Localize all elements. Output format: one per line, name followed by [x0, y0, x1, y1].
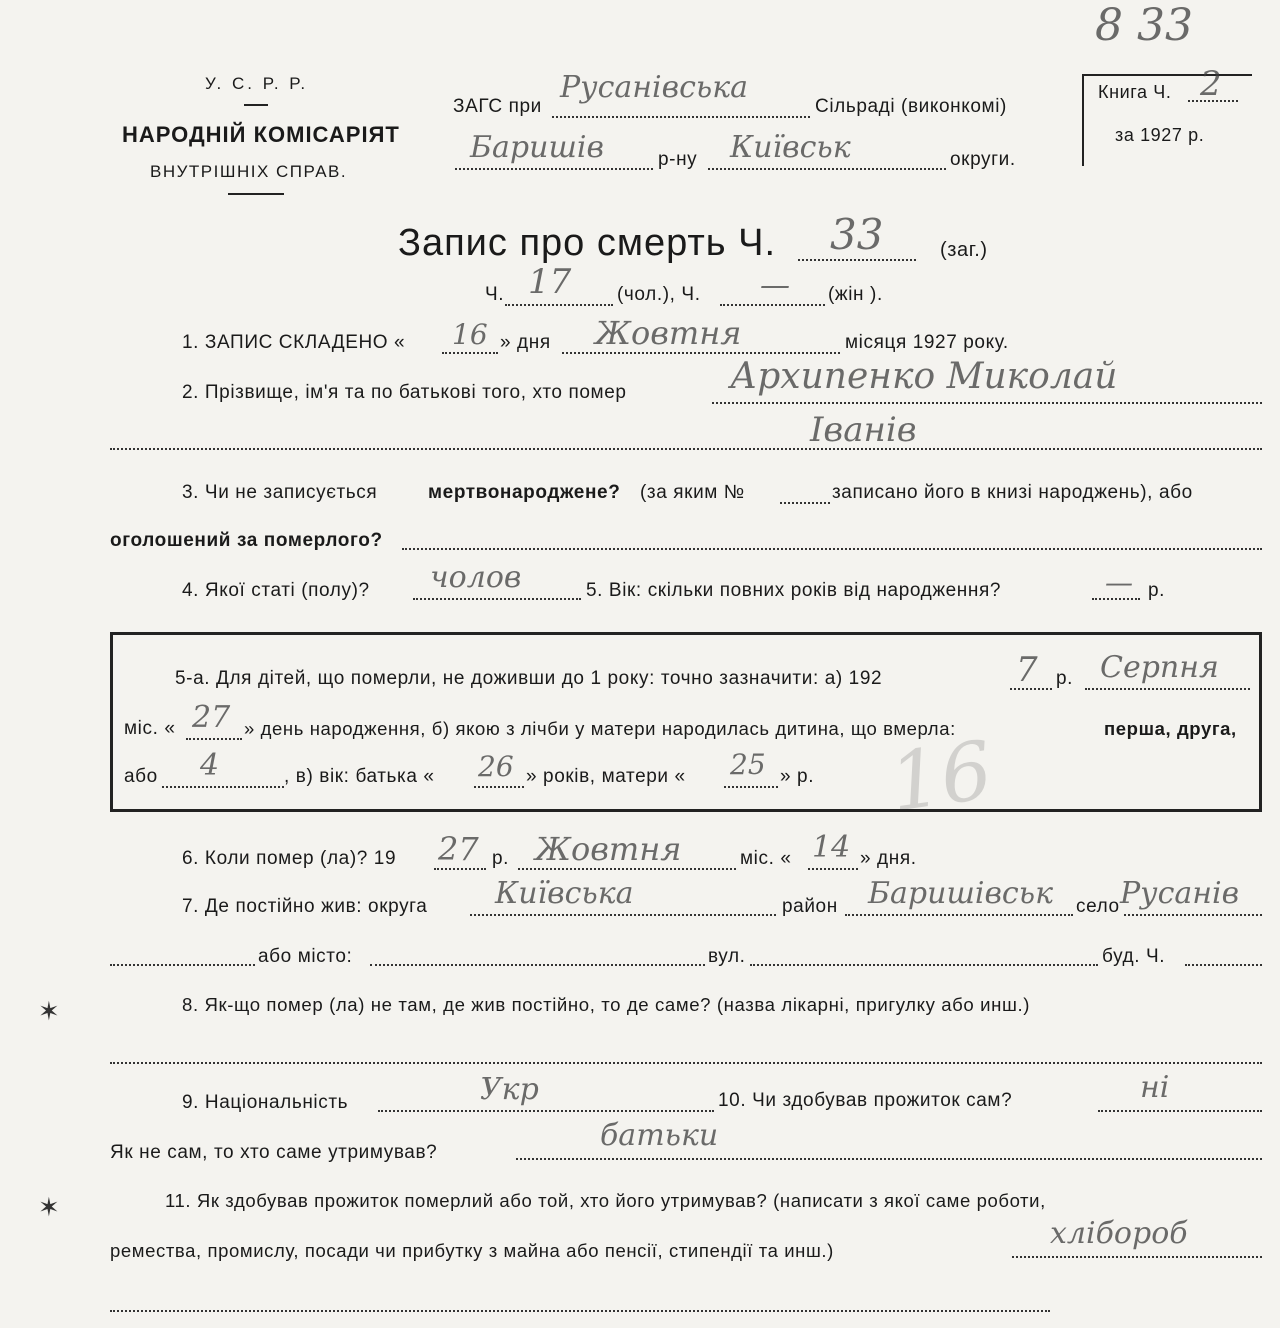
record-suffix: (заг.)	[940, 239, 988, 261]
record-number-handwriting: 33	[830, 210, 884, 259]
field-1-day-suffix: » дня	[500, 332, 551, 353]
box-5a-line-1: 5-а. Для дітей, що померли, не доживши до 1 року: точно зазначити: а) 192	[175, 668, 883, 689]
field-2-line-2	[110, 448, 1262, 450]
okrug-handwriting: Київськ	[730, 130, 851, 165]
book-number-handwriting: 2	[1200, 64, 1222, 104]
male-count-line	[505, 304, 613, 306]
zags-prefix: ЗАГС при	[453, 96, 542, 117]
field-4-sex-line	[413, 598, 581, 600]
female-count-line	[720, 304, 825, 306]
box-5a-month-line	[1085, 688, 1250, 690]
field-10-supporter-label: Як не сам, то хто саме утримував?	[110, 1142, 438, 1163]
box-5a-mother-line	[724, 786, 778, 788]
field-6-year-line	[434, 868, 486, 870]
okrug-line	[708, 168, 946, 170]
male-prefix: Ч.	[485, 284, 505, 305]
box-5a-line-2: » день народження, б) якою з лічби у матери народилась дитина, що вмерла:	[244, 718, 956, 739]
box-5a-mother-suffix: » р.	[780, 766, 815, 787]
box-5a-month-handwriting: Серпня	[1100, 650, 1219, 685]
box-5a-father-label: , в) вік: батька «	[284, 766, 435, 787]
field-7-rayon-handwriting: Баришівськ	[868, 876, 1053, 911]
box-5a-bottom	[110, 809, 1262, 812]
field-1-suffix: місяця 1927 року.	[845, 332, 1009, 353]
margin-mark: ✶	[38, 1192, 60, 1222]
margin-mark: ✶	[38, 996, 60, 1026]
female-count-handwriting: —	[760, 268, 790, 303]
field-1-day-handwriting: 16	[452, 318, 488, 351]
field-2-name-handwriting: Архипенко Миколай	[730, 356, 1118, 397]
field-11-handwriting: хлібороб	[1050, 1216, 1188, 1251]
field-8-line	[110, 1062, 1262, 1064]
box-5a-mother-handwriting: 25	[730, 748, 766, 781]
box-5a-birth-order: перша, друга,	[1104, 718, 1237, 739]
field-10-supporter-handwriting: батьки	[600, 1118, 719, 1153]
field-2-label: 2. Прізвище, ім'я та по батькові того, хто помер	[182, 382, 627, 403]
field-11-label-cont: ремества, промислу, посади чи прибутку з майна або пенсії, стипендії та инш.)	[110, 1240, 834, 1261]
okrug-label: округи.	[950, 149, 1016, 170]
field-5-age-handwriting: —	[1105, 566, 1133, 599]
rayon-label: р-ну	[658, 149, 698, 170]
box-5a-top	[110, 632, 1262, 635]
internal-affairs-label: ВНУТРІШНІХ СПРАВ.	[150, 162, 348, 181]
field-7-prefix: 7. Де постійно жив: округа	[182, 896, 428, 917]
field-6-prefix: 6. Коли помер (ла)? 19	[182, 848, 397, 869]
field-7-selo-handwriting: Русанів	[1120, 876, 1240, 911]
field-1-prefix: 1. ЗАПИС СКЛАДЕНО «	[182, 332, 406, 353]
field-6-year-handwriting: 27	[438, 830, 479, 868]
field-10-handwriting: ні	[1140, 1070, 1170, 1105]
field-4-label: 4. Якої статі (полу)?	[182, 580, 370, 601]
field-7-okrug-line	[470, 914, 776, 916]
corner-number-handwriting: 8 33	[1095, 0, 1193, 51]
book-box-top	[1082, 74, 1252, 76]
record-title: Запис про смерть Ч.	[398, 222, 777, 264]
field-1-month-line	[562, 352, 840, 354]
field-6-year-suffix: р.	[492, 848, 510, 869]
divider	[244, 104, 268, 106]
record-number-line	[798, 259, 916, 261]
village-handwriting: Русанівська	[560, 70, 749, 105]
field-1-day-line	[442, 352, 498, 354]
male-count-handwriting: 17	[528, 262, 572, 302]
field-9-line	[378, 1110, 714, 1112]
field-9-handwriting: Укр	[480, 1072, 539, 1107]
field-6-month-suffix: міс. «	[740, 848, 792, 869]
box-5a-year-suffix: р.	[1056, 668, 1074, 689]
box-5a-day-handwriting: 27	[192, 700, 231, 735]
book-year: за 1927 р.	[1115, 125, 1205, 145]
box-5a-line-3-prefix: або	[124, 766, 158, 787]
field-9-label: 9. Національність	[182, 1092, 349, 1113]
field-4-sex-handwriting: чолов	[430, 560, 522, 595]
field-7-line-2	[110, 964, 255, 966]
margin-handwriting: 16	[884, 723, 998, 830]
book-label: Книга Ч.	[1098, 82, 1172, 102]
field-7-house-line	[1185, 964, 1262, 966]
box-5a-order-handwriting: 4	[200, 748, 220, 783]
village-council-line	[552, 116, 810, 118]
field-6-month-handwriting: Жовтня	[535, 830, 682, 868]
field-5-label: 5. Вік: скільки повних років від народження?	[586, 580, 1002, 601]
book-box-left	[1082, 76, 1084, 166]
field-7-rayon-line	[845, 914, 1073, 916]
field-11-line-1	[1012, 1256, 1262, 1258]
box-5a-right	[1259, 632, 1262, 812]
rayon-handwriting: Баришів	[470, 130, 604, 165]
field-7-rayon-label: район	[782, 896, 838, 917]
commissariat-title: НАРОДНІЙ КОМІСАРІЯТ	[122, 122, 400, 147]
field-7-street-label: вул.	[708, 946, 746, 967]
field-6-suffix: » дня.	[860, 848, 917, 869]
field-11-label: 11. Як здобував прожиток померлий або той, хто його утримував? (написати з якої саме роботи,	[165, 1190, 1046, 1211]
field-1-month-handwriting: Жовтня	[595, 314, 742, 352]
field-3-declared-dead: оголошений за померлого?	[110, 530, 383, 551]
rayon-line	[455, 168, 653, 170]
field-7-house-label: буд. Ч.	[1102, 946, 1166, 967]
male-label: (чол.), Ч.	[617, 284, 701, 305]
box-5a-father-handwriting: 26	[478, 750, 514, 783]
field-2-patronymic-handwriting: Іванів	[810, 410, 917, 450]
divider	[228, 193, 284, 195]
field-5-suffix: р.	[1148, 580, 1166, 601]
box-5a-line-2-prefix: міс. «	[124, 718, 176, 739]
field-3-number-label: (за яким №	[640, 482, 745, 503]
field-7-street-line	[750, 964, 1098, 966]
box-5a-order-line	[162, 786, 284, 788]
field-10-label: 10. Чи здобував прожиток сам?	[718, 1090, 1013, 1111]
field-3-stillborn: мертвонароджене?	[428, 482, 621, 503]
field-6-day-line	[808, 868, 858, 870]
field-6-day-handwriting: 14	[812, 830, 851, 865]
zags-suffix: Сільраді (виконкомі)	[815, 96, 1007, 117]
box-5a-day-line	[186, 738, 242, 740]
box-5a-father-line	[474, 786, 524, 788]
box-5a-left	[110, 632, 113, 812]
box-5a-year-handwriting: 7	[1016, 650, 1038, 690]
field-7-selo-line	[1124, 914, 1262, 916]
field-11-line-2	[110, 1310, 1050, 1312]
field-3-number-line	[780, 502, 830, 504]
female-label: (жін ).	[828, 284, 883, 305]
republic-label: У. С. Р. Р.	[205, 74, 309, 93]
field-2-line-1	[712, 402, 1262, 404]
field-7-city-line	[370, 964, 705, 966]
field-10-supporter-line	[516, 1158, 1262, 1160]
field-3-declared-line	[402, 548, 1262, 550]
field-3-suffix: записано його в книзі народжень), або	[832, 482, 1193, 503]
field-10-line	[1098, 1110, 1262, 1112]
field-8-label: 8. Як-що помер (ла) не там, де жив постійно, то де саме? (назва лікарні, пригулку або инш.)	[182, 994, 1031, 1015]
field-7-city-label: або місто:	[258, 946, 353, 967]
field-7-selo-label: село	[1076, 896, 1120, 917]
field-6-month-line	[518, 868, 736, 870]
field-7-okrug-handwriting: Київська	[495, 876, 634, 911]
box-5a-mother-label: » років, матери «	[526, 766, 686, 787]
field-3-prefix: 3. Чи не записується	[182, 482, 378, 503]
